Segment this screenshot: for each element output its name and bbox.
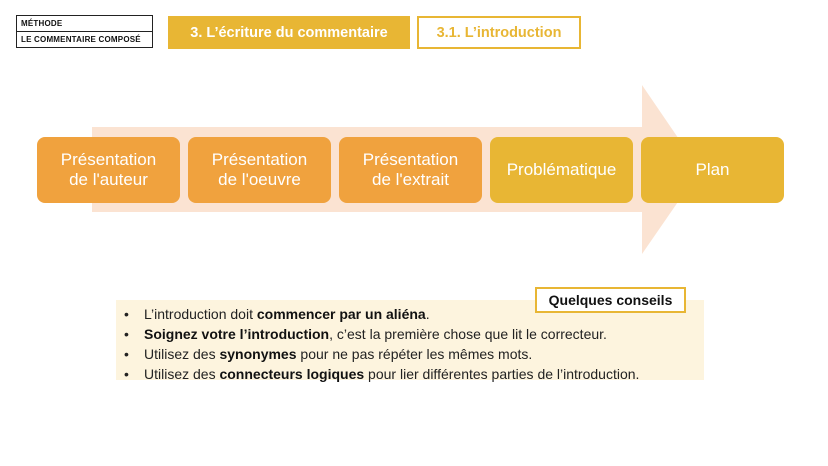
step-work-line1: Présentation — [211, 150, 308, 169]
tip-text: pour lier différentes parties de l’introduction. — [364, 366, 640, 382]
tip-text: Utilisez des — [144, 346, 220, 362]
step-plan-label: Plan — [695, 160, 730, 179]
tip-item — [124, 304, 639, 324]
tip-bold: Soignez votre l’introduction — [144, 326, 330, 342]
tip-text: . — [425, 306, 430, 322]
tip-bold: commencer par un aliéna — [256, 306, 426, 322]
tip-bold: synonymes — [219, 346, 297, 362]
step-work — [188, 137, 331, 203]
tip-text: Utilisez des — [144, 366, 220, 382]
tips-title: Quelques conseils — [535, 287, 686, 313]
tip-item — [124, 324, 639, 344]
step-excerpt-line1: Présentation — [362, 150, 459, 169]
tip-item — [124, 344, 639, 364]
step-author-line2: de l'auteur — [69, 170, 148, 189]
method-label: MÉTHODE — [16, 15, 153, 32]
step-problem-label: Problématique — [506, 160, 617, 179]
step-plan — [641, 137, 784, 203]
tip-bold: connecteurs logiques — [219, 366, 365, 382]
section-title: 3. L’écriture du commentaire — [168, 16, 410, 49]
tip-text: pour ne pas répéter les mêmes mots. — [296, 346, 533, 362]
step-work-line2: de l'oeuvre — [218, 170, 301, 189]
step-author — [37, 137, 180, 203]
subsection-title: 3.1. L’introduction — [417, 16, 581, 49]
tip-item — [124, 364, 639, 384]
step-problem — [490, 137, 633, 203]
tip-text: L’introduction doit — [144, 306, 257, 322]
step-excerpt-line2: de l'extrait — [372, 170, 449, 189]
tips-list — [124, 304, 639, 384]
step-author-line1: Présentation — [60, 150, 157, 169]
tip-text: , c’est la première chose que lit le correcteur. — [329, 326, 607, 342]
step-excerpt — [339, 137, 482, 203]
course-label: LE COMMENTAIRE COMPOSÉ — [16, 32, 153, 48]
